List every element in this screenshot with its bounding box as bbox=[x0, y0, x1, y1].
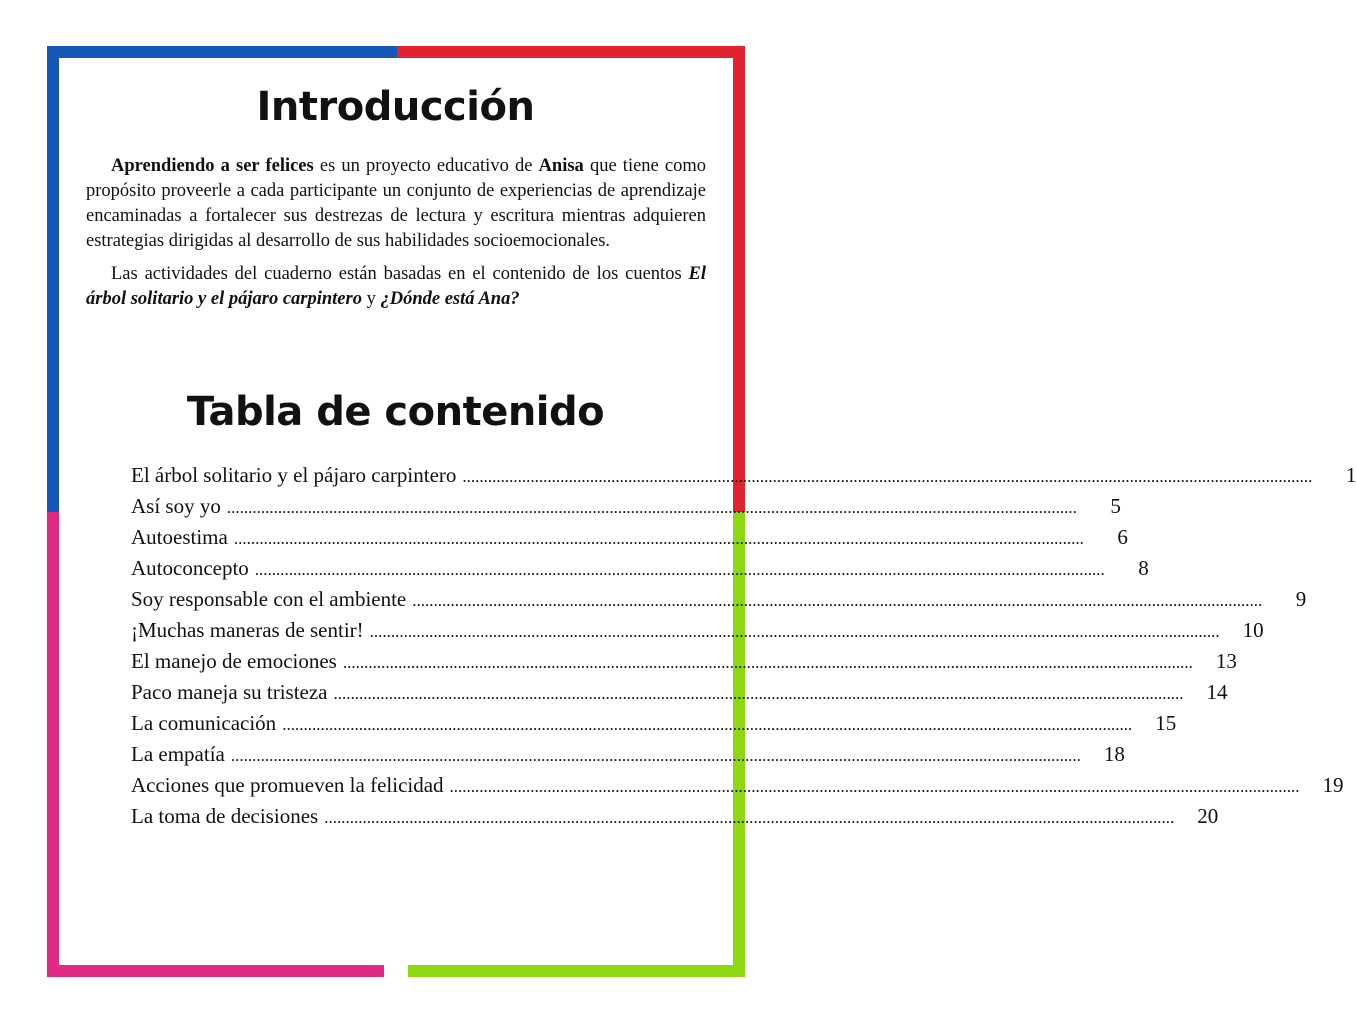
intro-p2-text-a: Las actividades del cuaderno están basadas en el contenido de los cuentos bbox=[111, 264, 689, 284]
toc-entry-title: Autoconcepto bbox=[131, 556, 249, 580]
frame-top-blue bbox=[47, 46, 397, 58]
intro-paragraph-2 bbox=[86, 262, 706, 312]
frame-left-pink bbox=[47, 512, 59, 977]
intro-text-b: que tiene como propósito proveerle a cada participante un conjunto de experiencias de aprendizaje encaminadas a fortalecer sus destrezas de lectura y escritura mientras adquieren estrategias dirigidas al desarrollo de sus habilidades socioemocionales. bbox=[86, 156, 706, 251]
toc-entry-page: 10 bbox=[1242, 618, 1264, 642]
toc-entry-page: 18 bbox=[1103, 742, 1125, 766]
toc-entry-title: Así soy yo bbox=[131, 494, 221, 518]
toc-entry[interactable] bbox=[131, 460, 1356, 491]
toc-heading: Tabla de contenido bbox=[186, 389, 605, 435]
toc-entry[interactable] bbox=[131, 770, 1344, 801]
toc-entry-page: 9 bbox=[1295, 587, 1307, 611]
toc-entry-title: La toma de decisiones bbox=[131, 804, 319, 828]
toc-leader-dots: ........................................................................................................................................................................................................ bbox=[342, 653, 1193, 672]
intro-p2-text-b: y bbox=[361, 289, 381, 309]
story-title-2: ¿Dónde está Ana? bbox=[380, 289, 520, 309]
intro-heading: Introducción bbox=[256, 84, 535, 130]
toc-leader-dots: ........................................................................................................................................................................................................ bbox=[324, 808, 1175, 827]
toc-leader-dots: ........................................................................................................................................................................................................ bbox=[230, 746, 1081, 765]
toc-entry-title: La empatía bbox=[131, 742, 225, 766]
toc-leader-dots: ........................................................................................................................................................................................................ bbox=[369, 622, 1220, 641]
toc-entry-page: 14 bbox=[1206, 680, 1228, 704]
toc-entry-title: ¡Muchas maneras de sentir! bbox=[131, 618, 364, 642]
toc-entry-page: 8 bbox=[1138, 556, 1149, 580]
toc-leader-dots: ........................................................................................................................................................................................................ bbox=[333, 684, 1184, 703]
toc-entry-page: 5 bbox=[1110, 494, 1121, 518]
toc-entry-title: El árbol solitario y el pájaro carpintero bbox=[131, 463, 457, 487]
organization-name: Anisa bbox=[538, 156, 584, 176]
frame-bottom-green bbox=[408, 965, 745, 977]
toc-entry-page: 15 bbox=[1155, 711, 1177, 735]
toc-entry-page: 1 bbox=[1345, 463, 1356, 487]
toc-entry-title: La comunicación bbox=[131, 711, 277, 735]
toc-entry-page: 13 bbox=[1215, 649, 1237, 673]
toc-entry[interactable] bbox=[131, 646, 1237, 677]
toc-leader-dots: ........................................................................................................................................................................................................ bbox=[462, 467, 1313, 486]
toc-entry-page: 20 bbox=[1197, 804, 1219, 828]
frame-top-red bbox=[397, 46, 745, 58]
toc-entry-page: 19 bbox=[1322, 773, 1344, 797]
intro-body bbox=[86, 154, 706, 312]
toc-leader-dots: ........................................................................................................................................................................................................ bbox=[226, 498, 1077, 517]
toc-entry[interactable] bbox=[131, 677, 1228, 708]
intro-text-a: es un proyecto educativo de bbox=[313, 156, 539, 176]
toc-entry[interactable] bbox=[131, 615, 1264, 646]
toc-entry[interactable] bbox=[131, 584, 1307, 615]
toc-entry-title: Paco maneja su tristeza bbox=[131, 680, 328, 704]
toc-entry-page: 6 bbox=[1117, 525, 1128, 549]
toc-leader-dots: ........................................................................................................................................................................................................ bbox=[233, 529, 1084, 548]
toc-entry[interactable] bbox=[131, 739, 1125, 770]
toc-entry-title: Soy responsable con el ambiente bbox=[131, 587, 407, 611]
toc-entry[interactable] bbox=[131, 801, 1219, 832]
toc-entry-title: El manejo de emociones bbox=[131, 649, 337, 673]
toc-entry[interactable] bbox=[131, 708, 1177, 739]
toc-leader-dots: ........................................................................................................................................................................................................ bbox=[254, 560, 1105, 579]
toc-leader-dots: ........................................................................................................................................................................................................ bbox=[449, 777, 1300, 796]
toc-entry-title: Autoestima bbox=[131, 525, 228, 549]
toc-entry[interactable] bbox=[131, 522, 1128, 553]
toc-entry[interactable] bbox=[131, 491, 1121, 522]
toc-entry[interactable] bbox=[131, 553, 1149, 584]
story-title-1: El árbol solitario y el pájaro carpintero bbox=[86, 264, 706, 309]
toc-leader-dots: ........................................................................................................................................................................................................ bbox=[412, 591, 1263, 610]
toc-entry-title: Acciones que promueven la felicidad bbox=[131, 773, 444, 797]
project-title: Aprendiendo a ser felices bbox=[111, 156, 314, 176]
toc-leader-dots: ........................................................................................................................................................................................................ bbox=[282, 715, 1133, 734]
table-of-contents bbox=[131, 460, 1356, 832]
intro-paragraph-1 bbox=[86, 154, 706, 254]
frame-bottom-pink bbox=[47, 965, 384, 977]
